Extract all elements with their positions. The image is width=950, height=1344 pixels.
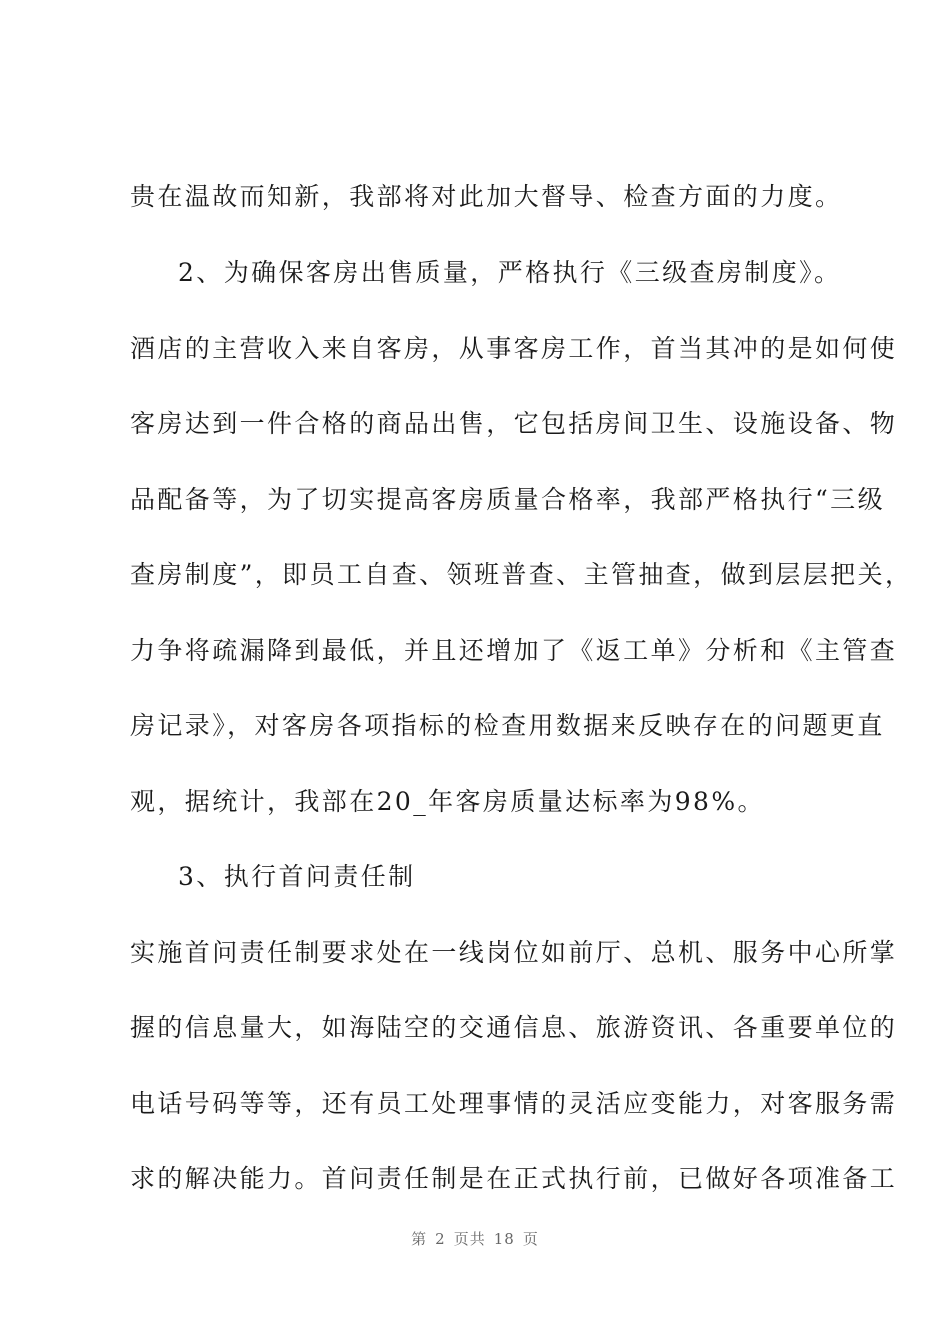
page-label-mid: 页共 bbox=[453, 1230, 486, 1248]
paragraph-line: 客房达到一件合格的商品出售，它包括房间卫生、设施设备、物 bbox=[130, 409, 898, 438]
paragraph-line: 房记录》，对客房各项指标的检查用数据来反映存在的问题更直 bbox=[130, 711, 885, 740]
section-heading: 3、执行首问责任制 bbox=[178, 862, 416, 891]
page-label-suffix: 页 bbox=[522, 1230, 539, 1248]
current-page-number: 2 bbox=[435, 1230, 446, 1248]
paragraph-line: 求的解决能力。首问责任制是在正式执行前，已做好各项准备工 bbox=[130, 1164, 898, 1193]
paragraph-line: 贵在温故而知新，我部将对此加大督导、检查方面的力度。 bbox=[130, 182, 843, 211]
page-footer bbox=[0, 1228, 950, 1249]
paragraph-line: 查房制度”，即员工自查、领班普查、主管抽查，做到层层把关， bbox=[130, 560, 913, 589]
paragraph-line: 品配备等，为了切实提高客房质量合格率，我部严格执行“三级 bbox=[130, 485, 885, 514]
total-pages-number: 18 bbox=[493, 1230, 515, 1248]
paragraph-line: 观，据统计，我部在20_年客房质量达标率为98%。 bbox=[130, 787, 765, 816]
paragraph-line: 酒店的主营收入来自客房，从事客房工作，首当其冲的是如何使 bbox=[130, 334, 898, 363]
paragraph-line: 实施首问责任制要求处在一线岗位如前厅、总机、服务中心所掌 bbox=[130, 938, 898, 967]
section-heading: 2、为确保客房出售质量，严格执行《三级查房制度》。 bbox=[178, 258, 842, 287]
paragraph-line: 力争将疏漏降到最低，并且还增加了《返工单》分析和《主管查 bbox=[130, 636, 898, 665]
page-label-prefix: 第 bbox=[411, 1230, 428, 1248]
paragraph-line: 电话号码等等，还有员工处理事情的灵活应变能力，对客服务需 bbox=[130, 1089, 898, 1118]
paragraph-line: 握的信息量大，如海陆空的交通信息、旅游资讯、各重要单位的 bbox=[130, 1013, 898, 1042]
